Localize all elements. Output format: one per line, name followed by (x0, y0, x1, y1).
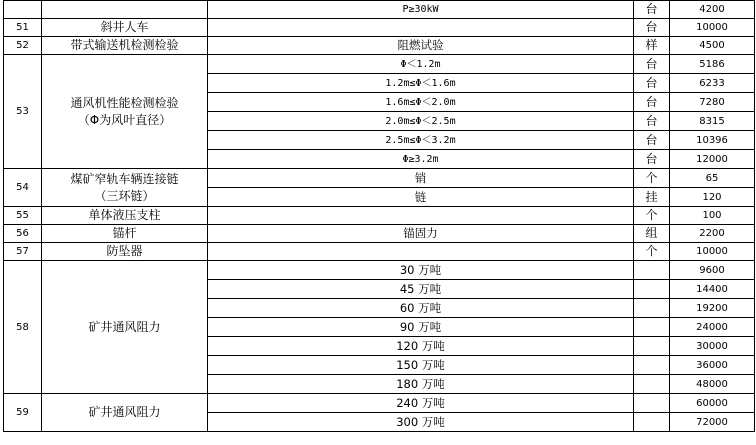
row-number: 57 (4, 243, 42, 261)
item-unit (634, 375, 670, 394)
item-spec: Φ＜1.2m (208, 55, 634, 74)
row-number: 58 (4, 261, 42, 394)
item-spec: 240 万吨 (208, 394, 634, 413)
item-price: 10000 (670, 19, 755, 37)
item-price: 7280 (670, 93, 755, 112)
item-price: 10396 (670, 131, 755, 150)
item-unit: 台 (634, 112, 670, 131)
item-price: 6233 (670, 74, 755, 93)
item-name: 矿井通风阻力 (42, 261, 208, 394)
item-price: 10000 (670, 243, 755, 261)
item-spec (208, 207, 634, 225)
item-unit (634, 413, 670, 432)
item-spec: 1.2m≤Φ＜1.6m (208, 74, 634, 93)
item-unit: 个 (634, 169, 670, 188)
item-spec: 锚固力 (208, 225, 634, 243)
item-spec: 180 万吨 (208, 375, 634, 394)
item-price: 19200 (670, 299, 755, 318)
item-price: 72000 (670, 413, 755, 432)
item-spec: 30 万吨 (208, 261, 634, 280)
item-price: 60000 (670, 394, 755, 413)
item-price: 30000 (670, 337, 755, 356)
item-name: 斜井人车 (42, 19, 208, 37)
item-spec (208, 19, 634, 37)
item-price: 12000 (670, 150, 755, 169)
table-row (4, 207, 755, 225)
item-unit (634, 280, 670, 299)
item-price: 2200 (670, 225, 755, 243)
item-unit: 台 (634, 1, 670, 19)
item-price: 36000 (670, 356, 755, 375)
item-price: 8315 (670, 112, 755, 131)
item-spec: 120 万吨 (208, 337, 634, 356)
item-unit (634, 318, 670, 337)
item-price: 48000 (670, 375, 755, 394)
row-number: 53 (4, 55, 42, 169)
item-unit (634, 337, 670, 356)
item-name: 单体液压支柱 (42, 207, 208, 225)
item-spec: Φ≥3.2m (208, 150, 634, 169)
item-unit: 样 (634, 37, 670, 55)
table-row (4, 19, 755, 37)
item-unit: 台 (634, 150, 670, 169)
item-price: 100 (670, 207, 755, 225)
item-spec: 150 万吨 (208, 356, 634, 375)
item-price: 14400 (670, 280, 755, 299)
item-name (42, 169, 208, 207)
item-name: 矿井通风阻力 (42, 394, 208, 432)
item-price: 24000 (670, 318, 755, 337)
table-row (4, 37, 755, 55)
item-name-line: 煤矿窄轨车辆连接链 (70, 171, 179, 186)
item-name-note: （Φ为风叶直径） (77, 112, 172, 127)
item-unit: 台 (634, 93, 670, 112)
item-name-line: 通风机性能检测检验 (70, 95, 179, 110)
item-spec: 2.0m≤Φ＜2.5m (208, 112, 634, 131)
row-number: 54 (4, 169, 42, 207)
item-unit: 台 (634, 19, 670, 37)
item-spec: 45 万吨 (208, 280, 634, 299)
item-unit (634, 356, 670, 375)
table-row (4, 225, 755, 243)
item-unit: 台 (634, 131, 670, 150)
table-row (4, 394, 755, 413)
item-spec: 1.6m≤Φ＜2.0m (208, 93, 634, 112)
item-spec: 阻燃试验 (208, 37, 634, 55)
item-unit: 组 (634, 225, 670, 243)
item-spec: 60 万吨 (208, 299, 634, 318)
item-unit: 个 (634, 243, 670, 261)
item-unit (634, 394, 670, 413)
table-row (4, 169, 755, 188)
item-unit: 个 (634, 207, 670, 225)
item-price: 65 (670, 169, 755, 188)
item-unit: 台 (634, 55, 670, 74)
table-row (4, 261, 755, 280)
item-unit: 挂 (634, 188, 670, 207)
item-unit (634, 299, 670, 318)
item-spec: 300 万吨 (208, 413, 634, 432)
row-number: 55 (4, 207, 42, 225)
row-number: 52 (4, 37, 42, 55)
item-spec: P≥30kW (208, 1, 634, 19)
item-spec: 链 (208, 188, 634, 207)
item-price: 9600 (670, 261, 755, 280)
item-unit: 台 (634, 74, 670, 93)
row-number: 51 (4, 19, 42, 37)
item-spec: 90 万吨 (208, 318, 634, 337)
item-price: 5186 (670, 55, 755, 74)
table-row (4, 55, 755, 74)
item-spec: 销 (208, 169, 634, 188)
row-number: 56 (4, 225, 42, 243)
item-name-note: （三环链） (94, 188, 155, 203)
item-price: 4500 (670, 37, 755, 55)
item-price: 4200 (670, 1, 755, 19)
item-unit (634, 261, 670, 280)
item-name: 防坠器 (42, 243, 208, 261)
item-name (42, 55, 208, 169)
fee-table (3, 0, 755, 432)
item-name: 锚杆 (42, 225, 208, 243)
table-row (4, 243, 755, 261)
item-spec: 2.5m≤Φ＜3.2m (208, 131, 634, 150)
row-number: 59 (4, 394, 42, 432)
item-price: 120 (670, 188, 755, 207)
item-spec (208, 243, 634, 261)
item-name (42, 1, 208, 19)
row-number (4, 1, 42, 19)
table-row (4, 1, 755, 19)
item-name: 带式输送机检测检验 (42, 37, 208, 55)
